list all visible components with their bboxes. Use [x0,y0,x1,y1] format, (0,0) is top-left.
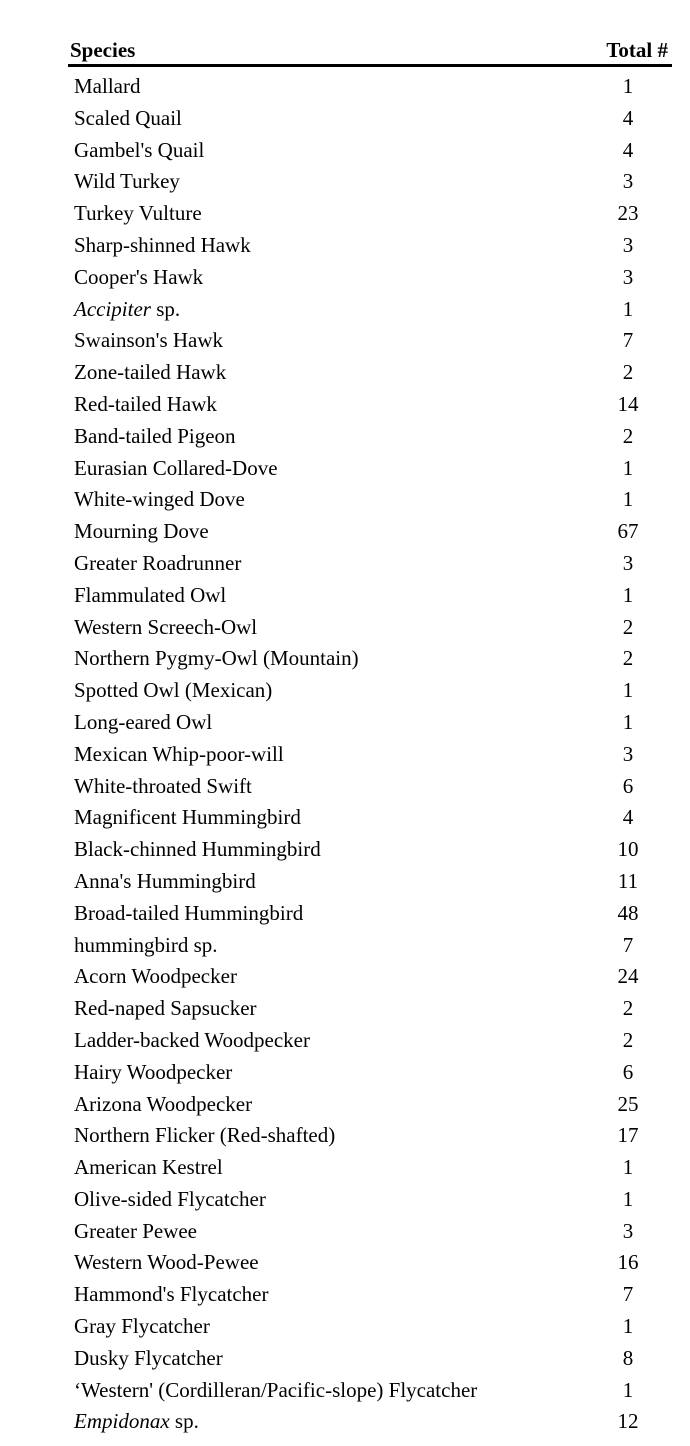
table-body [68,72,672,1439]
species-name-text: Hairy Woodpecker [74,1059,233,1084]
species-name-text: Sharp-shinned Hawk [74,232,251,257]
species-name-text: Cooper's Hawk [74,264,204,289]
species-name [74,1025,310,1057]
species-name-text: Zone-tailed Hawk [74,360,227,385]
species-name [74,1184,266,1216]
species-name-text: Wild Turkey [74,169,180,194]
species-name [74,643,359,675]
species-name [74,421,236,453]
species-name [74,357,226,389]
species-total: 3 [622,550,634,575]
species-name-text: ‘Western' (Cordilleran/Pacific-slope) Flycatcher [74,1377,478,1402]
table-row [68,644,672,676]
species-name-text: Red-naped Sapsucker [74,996,257,1021]
species-total: 2 [622,1027,634,1052]
species-name-text: Swainson's Hawk [74,328,224,353]
species-name [74,135,204,167]
species-name [74,612,257,644]
species-total: 1 [622,296,634,321]
species-name-text: Olive-sided Flycatcher [74,1186,266,1211]
table-row [68,263,672,295]
table-row [68,867,672,899]
table-row [68,1217,672,1249]
total-column-header: Total # [606,38,668,62]
species-name [74,580,226,612]
table-row [68,899,672,931]
species-name-text: Long-eared Owl [74,709,213,734]
species-name [74,1089,252,1121]
table-row [68,326,672,358]
species-total: 14 [617,391,639,416]
species-total: 1 [622,1377,634,1402]
table-row [68,803,672,835]
species-name-text: Magnificent Hummingbird [74,805,301,830]
species-name [74,802,301,834]
species-genus-italic: Empidonax [74,1409,170,1434]
table-row [68,1153,672,1185]
species-total: 1 [622,709,634,734]
species-name [74,961,237,993]
species-total: 7 [622,328,634,353]
table-row [68,1376,672,1408]
table-row [68,1280,672,1312]
species-total: 12 [617,1409,639,1434]
species-name-text: Gray Flycatcher [74,1314,210,1339]
species-name [74,675,272,707]
table-row [68,231,672,263]
species-total: 4 [622,105,634,130]
species-total: 1 [622,487,634,512]
species-name [74,1152,223,1184]
table-row [68,581,672,613]
species-name [74,103,182,135]
species-name [74,294,180,326]
species-name-text: Acorn Woodpecker [74,964,237,989]
species-name [74,771,252,803]
species-name [74,866,256,898]
species-name-text: Western Screech-Owl [74,614,258,639]
species-total: 1 [622,582,634,607]
table-row [68,1248,672,1280]
species-total: 7 [622,932,634,957]
species-total: 3 [622,1218,634,1243]
species-name [74,71,140,103]
species-name-text: American Kestrel [74,1155,223,1180]
species-name-text: Spotted Owl (Mexican) [74,678,273,703]
species-name-text: Greater Roadrunner [74,550,242,575]
species-name [74,739,284,771]
species-name [74,230,251,262]
table-row [68,485,672,517]
species-name [74,389,217,421]
species-total: 16 [617,1250,639,1275]
species-total: 2 [622,360,634,385]
table-row [68,613,672,645]
table-row [68,454,672,486]
table-row [68,295,672,327]
species-name-text: Flammulated Owl [74,582,227,607]
table-header [68,36,672,64]
species-total: 1 [622,1186,634,1211]
table-row [68,72,672,104]
species-column-header: Species [70,38,136,62]
species-name-text: Mallard [74,74,141,98]
species-name-text: Red-tailed Hawk [74,391,217,416]
species-name [74,930,218,962]
species-name [74,548,241,580]
species-name-text: Northern Flicker (Red-shafted) [74,1123,336,1148]
species-total: 6 [622,773,634,798]
species-name-text: Eurasian Collared-Dove [74,455,278,480]
species-name-text: sp. [150,296,181,321]
species-name-text: Hammond's Flycatcher [74,1282,269,1307]
species-name-text: Turkey Vulture [74,201,202,226]
table-row [68,962,672,994]
table-row [68,1185,672,1217]
species-name [74,993,257,1025]
species-total: 3 [622,741,634,766]
table-row [68,390,672,422]
species-total: 24 [617,964,639,989]
table-row [68,772,672,804]
species-name [74,707,212,739]
species-name [74,1311,210,1343]
species-total: 3 [622,264,634,289]
species-name [74,1120,335,1152]
species-total: 48 [617,900,639,925]
species-total: 8 [622,1345,634,1370]
species-name [74,484,245,516]
table-row [68,104,672,136]
table-row [68,549,672,581]
species-name-text: Ladder-backed Woodpecker [74,1027,310,1052]
species-name-text: White-winged Dove [74,487,245,512]
species-name [74,262,203,294]
table-row [68,422,672,454]
species-total: 3 [622,169,634,194]
species-total: 7 [622,1282,634,1307]
species-total: 1 [622,455,634,480]
table-row [68,1090,672,1122]
table-row [68,358,672,390]
species-name-text: Band-tailed Pigeon [74,423,236,448]
table-row [68,1312,672,1344]
table-row [68,708,672,740]
table-row [68,740,672,772]
species-total: 4 [622,137,634,162]
species-total: 23 [617,201,639,226]
species-total: 11 [617,868,639,893]
species-name [74,198,202,230]
species-total: 2 [622,614,634,639]
species-name [74,834,321,866]
species-total: 1 [622,74,634,98]
species-name-text: Mourning Dove [74,519,209,544]
species-name [74,1057,232,1089]
table-row [68,136,672,168]
table-row [68,1058,672,1090]
species-total: 67 [617,519,639,544]
table-row [68,994,672,1026]
table-row [68,1026,672,1058]
species-name-text: White-throated Swift [74,773,252,798]
species-name [74,1216,197,1248]
species-name-text: Northern Pygmy-Owl (Mountain) [74,646,359,671]
table-row [68,676,672,708]
species-name [74,325,223,357]
species-name [74,1375,477,1407]
species-total: 1 [622,1314,634,1339]
species-total: 25 [617,1091,639,1116]
species-total: 6 [622,1059,634,1084]
species-name-text: Broad-tailed Hummingbird [74,900,304,925]
species-total: 2 [622,996,634,1021]
species-name-text: sp. [169,1409,199,1434]
table-row [68,199,672,231]
species-total: 1 [622,1155,634,1180]
species-name-text: Western Wood-Pewee [74,1250,259,1275]
species-table [68,36,672,1434]
species-name [74,516,209,548]
species-genus-italic: Accipiter [74,296,151,321]
species-name-text: Dusky Flycatcher [74,1345,223,1370]
species-name-text: Arizona Woodpecker [74,1091,253,1116]
species-name-text: Greater Pewee [74,1218,198,1243]
species-name [74,1247,259,1279]
species-name [74,1279,269,1311]
species-name [74,166,180,198]
table-row [68,835,672,867]
species-name-text: Mexican Whip-poor-will [74,741,284,766]
species-total: 3 [622,232,634,257]
table-row [68,931,672,963]
species-total: 1 [622,678,634,703]
species-name-text: Anna's Hummingbird [74,868,256,893]
species-total: 2 [622,423,634,448]
table-row [68,517,672,549]
table-row [68,1121,672,1153]
species-total: 17 [617,1123,639,1148]
species-name [74,898,303,930]
species-name-text: Black-chinned Hummingbird [74,837,321,862]
species-total: 4 [622,805,634,830]
species-name-text: Gambel's Quail [74,137,205,162]
species-name [74,1406,199,1438]
table-row [68,1407,672,1439]
species-total: 10 [617,837,639,862]
header-divider [68,64,672,67]
species-name-text: Scaled Quail [74,105,182,130]
table-row [68,167,672,199]
table-row [68,1344,672,1376]
species-name [74,453,278,485]
species-name [74,1343,223,1375]
species-total: 2 [622,646,634,671]
species-name-text: hummingbird sp. [74,932,218,957]
